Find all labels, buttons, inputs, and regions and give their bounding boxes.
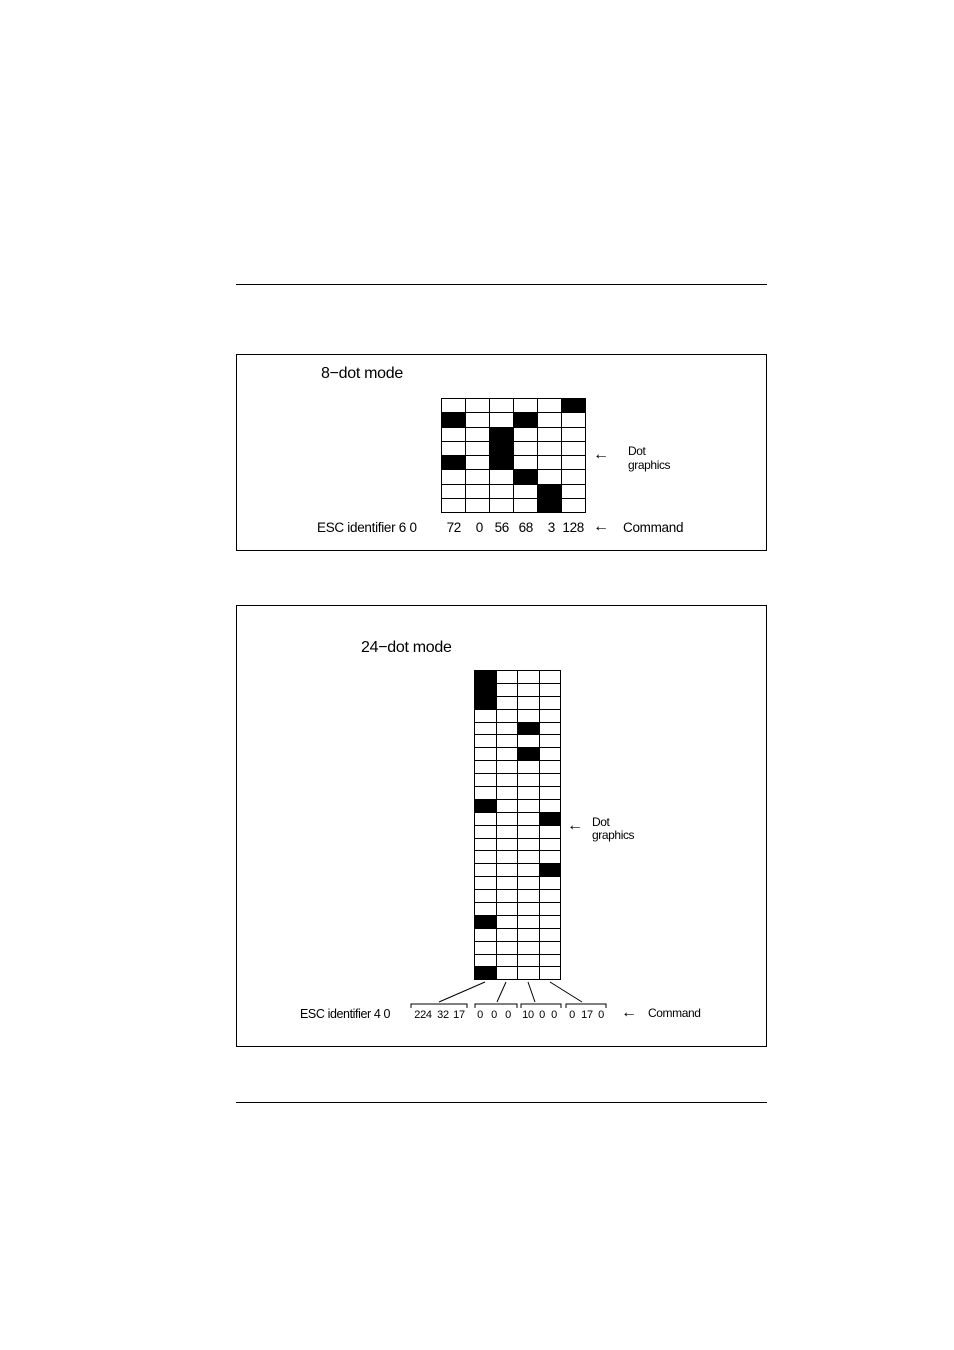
dot-cell [466,399,490,413]
command-value: 17 [581,1009,593,1021]
command-prefix: ESC identifier 6 0 [317,520,417,535]
column-to-group-connectors [237,606,768,1048]
dot-cell [442,399,466,413]
dot-cell [442,499,466,513]
dot-grid-8 [441,398,586,513]
dot-cell [466,456,490,470]
dot-graphics-arrow-icon: ← [593,446,609,463]
dot-cell [442,442,466,456]
dot-cell [514,499,538,513]
dot-cell [514,399,538,413]
dot-cell [490,399,514,413]
dot-cell [562,413,586,427]
command-value: 0 [491,1009,497,1021]
dot-cell [442,485,466,499]
command-value: 128 [562,520,584,535]
dot-cell [490,499,514,513]
dot-cell [466,428,490,442]
dot-cell-filled [490,442,514,456]
dot-cell [562,499,586,513]
panel-8-dot-mode [236,354,767,551]
command-arrow-icon: ← [621,1004,637,1021]
command-value: 10 [522,1009,534,1021]
panel-title: 24−dot mode [361,639,452,656]
command-label: Command [623,520,684,535]
dot-cell-filled [490,456,514,470]
dot-cell [562,428,586,442]
command-value: 0 [569,1009,575,1021]
command-value: 0 [539,1009,545,1021]
panel-24-dot-mode [236,605,767,1047]
dot-label: Dot [628,444,646,458]
dot-cell-filled [442,456,466,470]
dot-cell [562,485,586,499]
dot-label: Dot [592,815,610,829]
graphics-label: graphics [628,458,671,472]
command-value: 0 [477,1009,483,1021]
dot-cell-filled [538,499,562,513]
dot-cell [442,470,466,484]
command-value: 56 [494,520,509,535]
dot-cell [466,499,490,513]
dot-cell-filled [514,470,538,484]
dot-cell [538,428,562,442]
dot-cell [490,470,514,484]
dot-cell [490,485,514,499]
command-value: 0 [551,1009,557,1021]
dot-cell [538,456,562,470]
dot-cell [514,442,538,456]
dot-cell [538,442,562,456]
dot-cell [562,470,586,484]
command-prefix: ESC identifier 4 0 [300,1007,391,1021]
dot-cell [490,413,514,427]
top-rule [236,284,767,285]
dot-cell [538,399,562,413]
dot-cell-filled [538,485,562,499]
dot-cell [466,413,490,427]
command-value: 0 [598,1009,604,1021]
dot-cell [562,456,586,470]
dot-cell [442,428,466,442]
dot-cell-filled [514,413,538,427]
command-value: 17 [453,1009,465,1021]
dot-cell-filled [490,428,514,442]
panel-title: 8−dot mode [321,365,403,382]
command-label: Command [648,1006,701,1020]
dot-cell [466,485,490,499]
bottom-rule [236,1102,767,1103]
command-value: 72 [446,520,461,535]
command-value: 68 [518,520,533,535]
graphics-label: graphics [592,828,635,842]
dot-cell [466,442,490,456]
command-value: 0 [475,520,483,535]
dot-cell [466,470,490,484]
dot-cell [562,442,586,456]
dot-cell-filled [562,399,586,413]
command-value: 0 [505,1009,511,1021]
dot-cell [514,428,538,442]
command-value: 3 [547,520,555,535]
dot-cell [514,456,538,470]
dot-cell [514,485,538,499]
dot-graphics-arrow-icon: ← [567,817,583,834]
dot-cell [538,470,562,484]
command-value: 224 [414,1009,432,1021]
dot-cell [538,413,562,427]
command-value: 32 [437,1009,449,1021]
command-arrow-icon: ← [593,518,609,535]
dot-cell-filled [442,413,466,427]
